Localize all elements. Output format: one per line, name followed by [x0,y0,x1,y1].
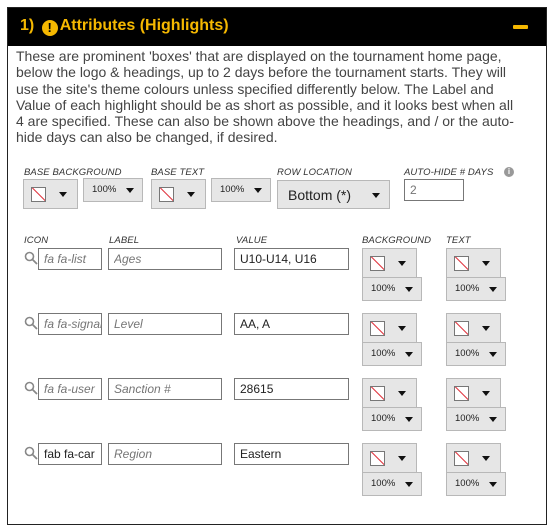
chevron-down-icon [405,287,413,292]
opacity-value: 100% [220,184,245,195]
label-input[interactable] [108,443,222,465]
chevron-down-icon [405,352,413,357]
opacity-value: 100% [455,348,480,359]
color-swatch-icon [159,187,174,202]
base-background-opacity-select[interactable] [83,178,143,202]
color-swatch-icon [454,386,469,401]
text-color-picker[interactable] [446,248,501,278]
icon-column-header: ICON [24,235,49,246]
opacity-value: 100% [455,413,480,424]
opacity-value: 100% [371,348,396,359]
icon-class-input[interactable] [38,248,102,270]
row-location-select[interactable] [277,180,390,209]
chevron-down-icon [405,482,413,487]
text-opacity-select[interactable] [446,472,506,496]
text-color-picker[interactable] [446,378,501,408]
color-swatch-icon [31,187,46,202]
chevron-down-icon [398,326,406,331]
value-input[interactable] [234,313,349,335]
background-opacity-select[interactable] [362,407,422,431]
value-input[interactable] [234,378,349,400]
color-swatch-icon [454,451,469,466]
label-column-header: LABEL [109,235,140,246]
auto-hide-days-input[interactable] [404,179,464,201]
text-opacity-select[interactable] [446,277,506,301]
info-icon[interactable]: i [504,167,514,177]
label-input[interactable] [108,248,222,270]
chevron-down-icon [372,193,380,198]
color-swatch-icon [370,321,385,336]
section-description: These are prominent 'boxes' that are displayed on the tournament home page, below the logo & headings, up to 2 days before the tournament starts. They will use the site's theme colours unless specified differently below. The Label and Value of each highlight should be as short as possible, and it looks best when all 4 are specified. These can also be shown above the headings, and / or the auto-hide days can also be changed, if desired. [16,48,514,146]
background-column-header: BACKGROUND [362,235,432,246]
base-text-opacity-select[interactable] [211,178,271,202]
search-icon[interactable] [24,381,38,395]
base-text-label: BASE TEXT [151,167,205,178]
base-background-color-picker[interactable] [23,179,78,209]
background-opacity-select[interactable] [362,472,422,496]
chevron-down-icon [59,192,67,197]
chevron-down-icon [398,391,406,396]
chevron-down-icon [489,482,497,487]
chevron-down-icon [398,261,406,266]
chevron-down-icon [482,456,490,461]
search-icon[interactable] [24,316,38,330]
icon-class-input[interactable] [38,378,102,400]
opacity-value: 100% [371,413,396,424]
section-number: 1) [20,17,35,34]
opacity-value: 100% [371,478,396,489]
text-column-header: TEXT [446,235,471,246]
section-title-text: Attributes (Highlights) [59,17,229,34]
text-color-picker[interactable] [446,313,501,343]
chevron-down-icon [489,287,497,292]
color-swatch-icon [454,321,469,336]
opacity-value: 100% [92,184,117,195]
row-location-label: ROW LOCATION [277,167,352,178]
color-swatch-icon [370,451,385,466]
chevron-down-icon [254,188,262,193]
opacity-value: 100% [371,283,396,294]
color-swatch-icon [454,256,469,271]
section-title [20,17,229,36]
chevron-down-icon [187,192,195,197]
text-opacity-select[interactable] [446,342,506,366]
value-input[interactable] [234,443,349,465]
opacity-value: 100% [455,478,480,489]
chevron-down-icon [489,352,497,357]
background-opacity-select[interactable] [362,342,422,366]
color-swatch-icon [370,256,385,271]
label-input[interactable] [108,378,222,400]
chevron-down-icon [405,417,413,422]
base-background-label: BASE BACKGROUND [24,167,122,178]
background-color-picker[interactable] [362,313,417,343]
base-text-color-picker[interactable] [151,179,206,209]
search-icon[interactable] [24,251,38,265]
background-color-picker[interactable] [362,443,417,473]
row-location-value: Bottom (*) [288,187,352,203]
value-column-header: VALUE [236,235,268,246]
background-opacity-select[interactable] [362,277,422,301]
icon-class-input[interactable] [38,313,102,335]
background-color-picker[interactable] [362,248,417,278]
search-icon[interactable] [24,446,38,460]
text-color-picker[interactable] [446,443,501,473]
value-input[interactable] [234,248,349,270]
chevron-down-icon [398,456,406,461]
label-input[interactable] [108,313,222,335]
background-color-picker[interactable] [362,378,417,408]
text-opacity-select[interactable] [446,407,506,431]
collapse-icon[interactable] [513,25,528,29]
icon-class-input[interactable] [38,443,102,465]
warning-icon: ! [42,20,58,36]
opacity-value: 100% [455,283,480,294]
chevron-down-icon [489,417,497,422]
section-header[interactable] [8,8,546,46]
chevron-down-icon [482,261,490,266]
chevron-down-icon [482,391,490,396]
chevron-down-icon [126,188,134,193]
color-swatch-icon [370,386,385,401]
auto-hide-label: AUTO-HIDE # DAYS [404,167,494,178]
chevron-down-icon [482,326,490,331]
